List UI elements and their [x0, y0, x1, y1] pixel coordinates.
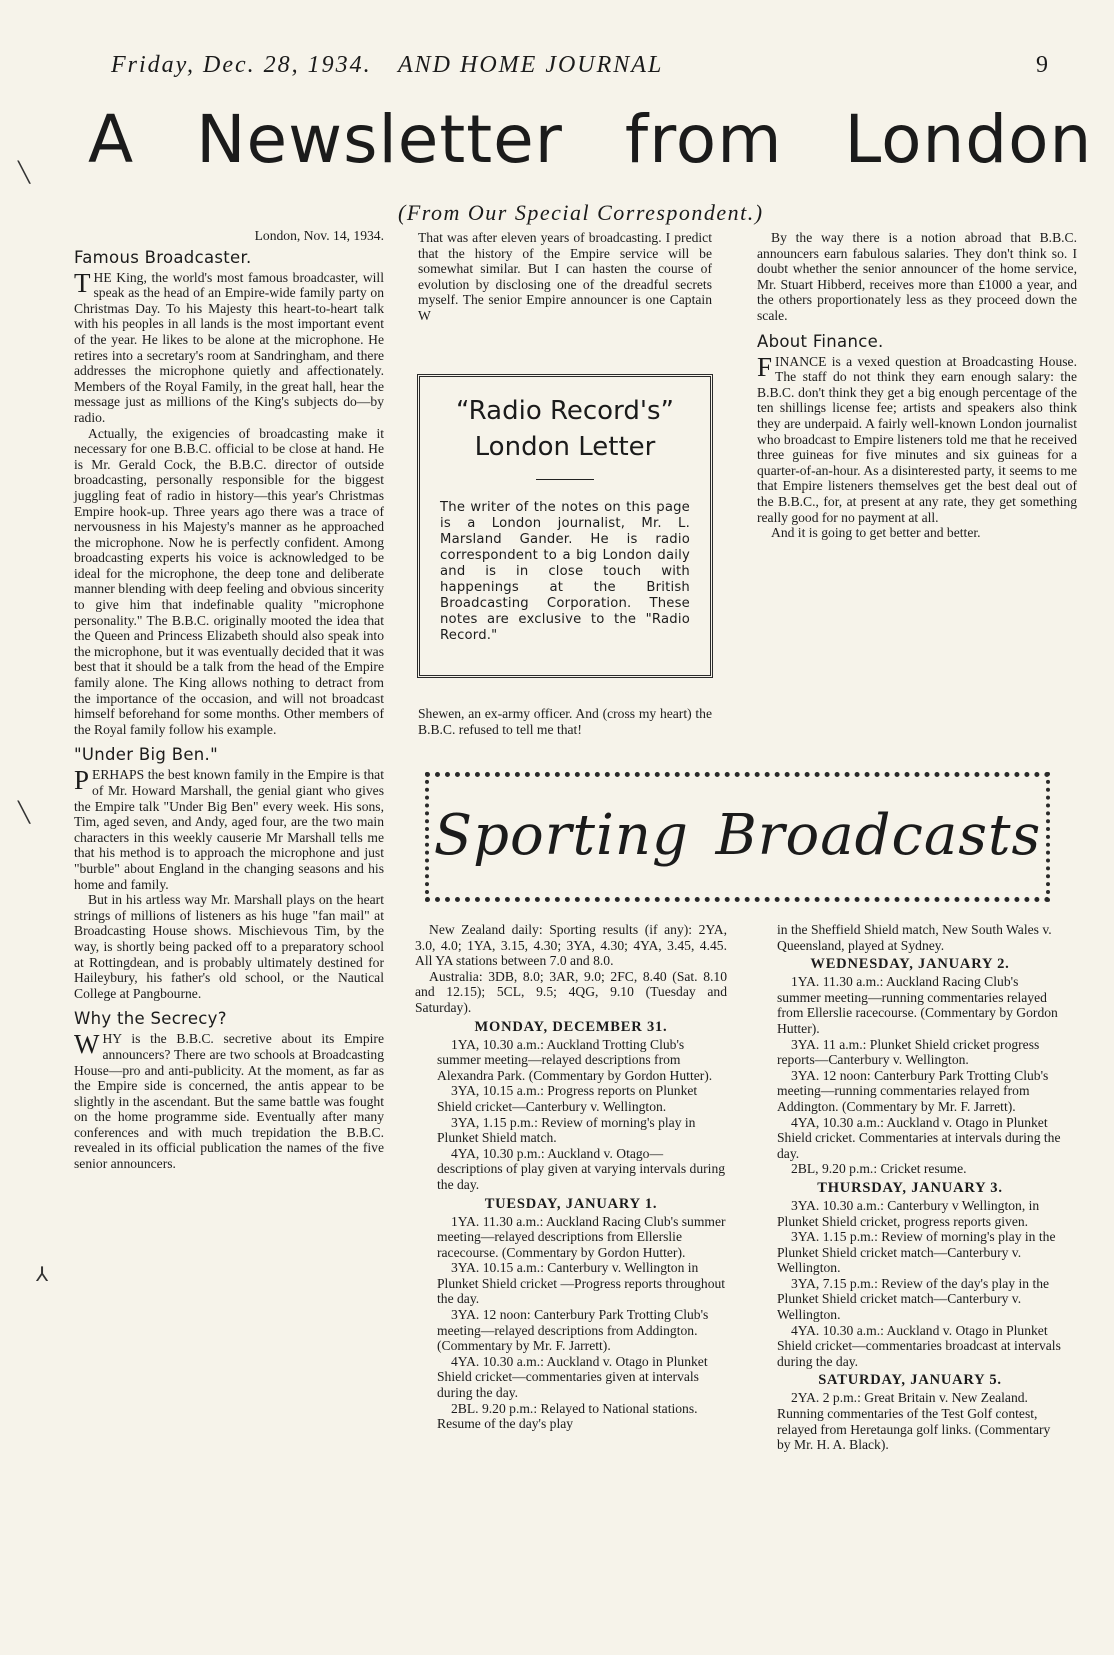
- subhead-about-finance: About Finance.: [757, 331, 884, 351]
- paragraph: Shewen, an ex-army officer. And (cross my heart) the B.B.C. refused to tell me that!: [418, 706, 712, 737]
- schedule-item: 1YA. 11.30 a.m.: Auckland Racing Club's summer meeting—running commentaries relayed from Ellerslie racecourse. (Commentary by Gordon Hutter).: [777, 974, 1058, 1036]
- margin-tick-mark: ╲: [18, 160, 31, 184]
- sporting-column-a: [415, 922, 727, 1432]
- day-heading-thursday: THURSDAY, JANUARY 3.: [817, 1179, 1003, 1196]
- paragraph: Actually, the exigencies of broadcasting make it necessary for one B.B.C. official to be close at hand. He is Mr. Gerald Cock, the B.B.C. director of outside broadcasting, personally responsible for the biggest juggling feat of radio in history—this year's Christmas Empire hook-up. Three years ago there was a trace of nervousness in his Majesty's manner as he approached the microphone. Now he is perfectly confident. Among broadcasting experts his voice is acknowledged to be ideal for the microphone, the deep tone and deliberate manner blending with deep feeling and obvious sincerity to give him that indefinable quality "microphone personality." The B.B.C. originally mooted the idea that the Queen and Princess Elizabeth should also speak into the microphone, but it was eventually decided that it was best that it should be a talk from the head of the Empire family alone. The King allows nothing to detract from the importance of the occasion, and will not broadcast himself beforehand for some months. Other members of the Royal family follow his example.: [74, 425, 384, 737]
- sporting-broadcasts-banner: [425, 772, 1050, 902]
- schedule-item: 2BL. 9.20 p.m.: Relayed to National stations. Resume of the day's play: [437, 1400, 698, 1432]
- day-heading-saturday: SATURDAY, JANUARY 5.: [818, 1372, 1002, 1389]
- sporting-column-b: [755, 922, 1065, 1453]
- paragraph: WHY is the B.B.C. secretive about its Empire announcers? There are two schools at Broadcasting House—pro and anti-publicity. At the moment, as far as the Empire side is concerned, the antis appear to be slightly in the ascendant. But the same battle was fought on the home programme side. Eventually after many conferences and with much trepidation the B.B.C. revealed in its official publication the names of the five senior announcers.: [74, 1029, 384, 1172]
- box-title: “Radio Record's” London Letter: [456, 396, 674, 462]
- schedule-item: 4YA. 10.30 a.m.: Auckland v. Otago in Plunket Shield cricket—commentaries given at intervals during the day.: [437, 1353, 708, 1401]
- schedule-item: 3YA, 7.15 p.m.: Review of the day's play in the Plunket Shield cricket match—Canterbury v. Wellington.: [777, 1275, 1050, 1323]
- day-heading-wednesday: WEDNESDAY, JANUARY 2.: [810, 956, 1010, 973]
- paragraph: PERHAPS the best known family in the Empire is that of Mr. Howard Marshall, the genial giant who gives the Empire talk "Under Big Ben" every week. His sons, Tim, aged seven, and Andy, aged four, are the two main characters in this weekly causerie Mr Marshall tells me that his method is to approach the microphone and just "burble" about England in the changing seasons and his home and family.: [74, 765, 384, 892]
- page-number: 9: [1036, 52, 1050, 78]
- paragraph: THE King, the world's most famous broadcaster, will speak as the head of an Empire-wide family party on Christmas Day. To his Majesty this heart-to-heart talk with his peoples in all lands is the most important event of the year. He likes to be alone at the microphone. He retires into a secretary's room at Sandringham, and there addresses the microphone quietly and affectionately. Members of the Royal Family, in the great hall, hear the message just as millions of the King's subjects do—by radio.: [74, 267, 384, 425]
- day-heading-tuesday: TUESDAY, JANUARY 1.: [484, 1195, 658, 1212]
- sporting-broadcasts-title: Sporting Broadcasts: [433, 803, 1042, 868]
- box-text: The writer of the notes on this page is a London journalist, Mr. L. Marsland Gander. He is radio correspondent to a big London daily and is in close touch with happenings at the British Broadcasting Corporation. These notes are exclusive to the "Radio Record.": [440, 500, 690, 643]
- paragraph: By the way there is a notion abroad that B.B.C. announcers earn fabulous salaries. They don't think so. I doubt whether the senior announcer of the home service, Mr. Stuart Hibberd, receives more than £1000 a year, and the others proportionately less as they proceed down the scale.: [757, 230, 1077, 323]
- issue-date: Friday, Dec. 28, 1934.: [111, 52, 372, 78]
- paragraph: But in his artless way Mr. Marshall plays on the heart strings of millions of listeners as his huge "fan mail" at Broadcasting House shows. Mischievous Tim, by the way, is shortly being packed off to a preparatory school at Rottingdean, and is probably ultimately destined for Haileybury, his father's old school, or the Nautical College at Pangbourne.: [74, 892, 384, 1001]
- schedule-item: 3YA. 10.30 a.m.: Canterbury v Wellington, in Plunket Shield cricket, progress reports given.: [777, 1197, 1040, 1229]
- margin-tick-mark: ╲: [18, 800, 31, 824]
- byline: (From Our Special Correspondent.): [398, 200, 764, 225]
- schedule-item: 3YA. 12 noon: Canterbury Park Trotting Club's meeting—running commentaries relayed from Addington. (Commentary by Mr. F. Jarrett).: [777, 1067, 1049, 1114]
- schedule-item: 4YA, 10.30 p.m.: Auckland v. Otago—descriptions of play given at varying intervals during the day.: [437, 1145, 726, 1192]
- schedule-item: 2BL, 9.20 p.m.: Cricket resume.: [791, 1161, 967, 1177]
- schedule-item: 3YA, 10.15 a.m.: Progress reports on Plunket Shield cricket—Canterbury v. Wellington.: [437, 1083, 698, 1114]
- schedule-item: 3YA. 11 a.m.: Plunket Shield cricket progress reports—Canterbury v. Wellington.: [777, 1036, 1040, 1068]
- article-column-middle-top: [418, 230, 712, 324]
- paragraph: FINANCE is a vexed question at Broadcasting House. The staff do not think they earn enough salary: the B.B.C. don't think they get a big enough percentage of the ten shillings license fee; artists and speakers also think they are underpaid. A fairly well-known London journalist who broadcast to Empire listeners told me that he received three guineas for five minutes and six guineas for a quarter-of-an-hour. As a disinterested party, it seems to me that Empire listeners themselves get the best deal out of the B.B.C., for, at present at any rate, they get something really good for no payment at all.: [757, 351, 1077, 525]
- sporting-intro-australia: Australia: 3DB, 8.0; 3AR, 9.0; 2FC, 8.40 (Sat. 8.10 and 12.15); 5CL, 9.5; 4QG, 9.10 (Tuesday and Saturday).: [415, 968, 727, 1015]
- article-column-middle-bottom: [418, 706, 712, 737]
- schedule-item: 3YA. 10.15 a.m.: Canterbury v. Wellington in Plunket Shield cricket —Progress reports throughout the day.: [437, 1260, 726, 1307]
- paragraph: And it is going to get better and better.: [771, 525, 981, 541]
- box-divider: [536, 479, 594, 480]
- dateline: London, Nov. 14, 1934.: [254, 228, 384, 243]
- subhead-why-the-secrecy: Why the Secrecy?: [74, 1009, 227, 1029]
- schedule-item: 3YA, 1.15 p.m.: Review of morning's play in Plunket Shield match.: [437, 1114, 696, 1146]
- article-column-right: [757, 230, 1077, 541]
- schedule-item: 1YA. 11.30 a.m.: Auckland Racing Club's summer meeting—relayed descriptions from Ellerslie racecourse. (Commentary by Gordon Hutter).: [437, 1213, 726, 1260]
- schedule-item: 4YA, 10.30 a.m.: Auckland v. Otago in Plunket Shield cricket. Commentaries at intervals during the day.: [777, 1114, 1061, 1161]
- masthead-title: A Newsletter from London: [88, 101, 1093, 178]
- schedule-item-continued: in the Sheffield Shield match, New South Wales v. Queensland, played at Sydney.: [777, 922, 1052, 953]
- subhead-under-big-ben: "Under Big Ben.": [74, 745, 218, 765]
- schedule-item: 1YA, 10.30 a.m.: Auckland Trotting Club's summer meeting—relayed descriptions from Alexandra Park. (Commentary by Gordon Hutter).: [437, 1036, 713, 1083]
- schedule-item: 4YA. 10.30 a.m.: Auckland v. Otago in Plunket Shield cricket—commentaries broadcast at intervals during the day.: [777, 1322, 1061, 1369]
- article-column-left: [74, 228, 384, 1172]
- journal-name: AND HOME JOURNAL: [398, 52, 664, 78]
- schedule-item: 3YA. 12 noon: Canterbury Park Trotting Club's meeting—relayed descriptions from Addington. (Commentary by Mr. F. Jarrett).: [437, 1307, 709, 1354]
- paragraph: That was after eleven years of broadcasting. I predict that the history of the Empire service will be somewhat similar. But I can hasten the course of evolution by disclosing one of the dreadful secrets myself. The senior Empire announcer is one Captain W: [418, 230, 712, 323]
- day-heading-monday: MONDAY, DECEMBER 31.: [474, 1018, 668, 1035]
- sporting-intro-nz: New Zealand daily: Sporting results (if any): 2YA, 3.0, 4.0; 1YA, 3.15, 4.30; 3YA, 4.30; 4YA, 3.45, 4.45. All YA stations between 7.0 and 8.0.: [415, 922, 727, 969]
- radio-record-box: [417, 374, 713, 678]
- margin-tick-mark: ⅄: [36, 1262, 49, 1286]
- subhead-famous-broadcaster: Famous Broadcaster.: [74, 247, 252, 267]
- schedule-item: 3YA. 1.15 p.m.: Review of morning's play in the Plunket Shield cricket match—Canterbury v. Wellington.: [777, 1229, 1056, 1276]
- schedule-item: 2YA. 2 p.m.: Great Britain v. New Zealand. Running commentaries of the Test Golf contest, relayed from Heretaunga golf links. (Commentary by Mr. H. A. Black).: [777, 1390, 1051, 1453]
